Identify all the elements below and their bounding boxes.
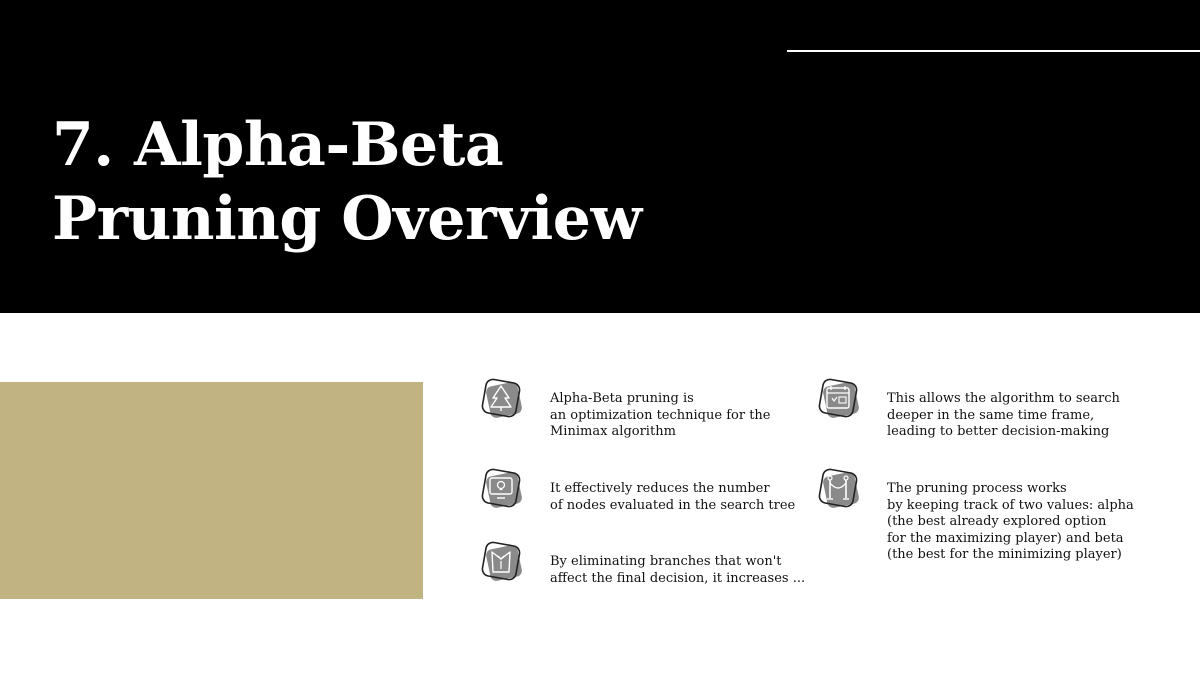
bullet-line: (the best for the minimizing player) — [887, 547, 1122, 562]
tree-icon — [478, 376, 528, 426]
header-divider-line — [787, 50, 1200, 52]
lightbulb-monitor-icon — [478, 466, 528, 516]
bullet-line: affect the final decision, it increases ... — [550, 570, 806, 586]
bullet-line: (the best already explored option — [887, 514, 1107, 529]
bullet-line: By eliminating branches that won't — [550, 554, 782, 569]
bullet-text — [550, 391, 770, 441]
bullet-text — [887, 481, 1134, 564]
title-line-1: 7. Alpha-Beta — [52, 110, 504, 180]
tuxedo-icon — [478, 539, 528, 589]
calendar-icon — [815, 376, 865, 426]
slide-title — [52, 108, 752, 256]
bullet-line: Alpha-Beta pruning is — [550, 391, 694, 406]
title-line-2: Pruning Overview — [52, 184, 642, 254]
rope-barrier-icon — [815, 466, 865, 516]
bullet-text — [887, 391, 1120, 441]
bullet-line: This allows the algorithm to search — [887, 391, 1120, 406]
accent-block — [0, 382, 423, 599]
bullet-line: It effectively reduces the number — [550, 481, 770, 496]
bullet-line: by keeping track of two values: alpha — [887, 497, 1134, 513]
bullet-text — [550, 554, 805, 587]
bullet-line: leading to better decision-making — [887, 424, 1110, 439]
bullet-line: deeper in the same time frame, — [887, 407, 1095, 423]
bullet-line: for the maximizing player) and beta — [887, 530, 1124, 546]
bullet-line: of nodes evaluated in the search tree — [550, 497, 796, 513]
bullet-line: an optimization technique for the — [550, 407, 771, 423]
bullet-line: Minimax algorithm — [550, 424, 676, 439]
bullet-text — [550, 481, 795, 514]
bullet-line: The pruning process works — [887, 481, 1067, 496]
